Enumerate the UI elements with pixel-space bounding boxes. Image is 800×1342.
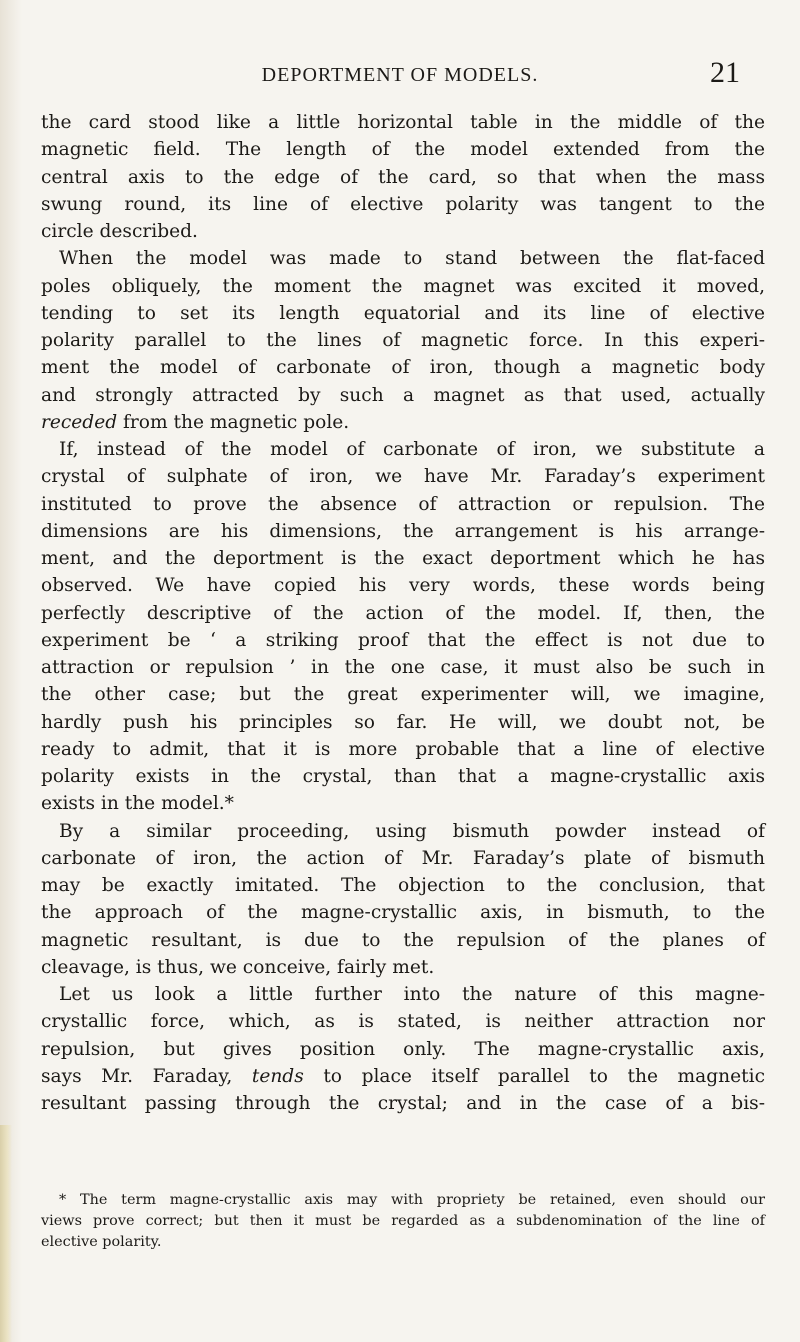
body-line: central axis to the edge of the card, so that when the mass — [41, 166, 765, 188]
footnote — [41, 1190, 765, 1253]
body-line: may be exactly imitated. The objection to the conclusion, that — [41, 875, 765, 896]
body-line: crystallic force, which, as is stated, is neither attraction nor — [41, 1011, 765, 1033]
body-line — [41, 409, 765, 436]
body-line: and strongly attracted by such a magnet as that used, actually — [41, 384, 765, 406]
body-text — [41, 109, 765, 1117]
body-line: polarity exists in the crystal, than that a magne-crystallic axis — [41, 766, 765, 787]
body-line-text: to place itself parallel to the magnetic — [303, 1065, 765, 1087]
body-line: exists in the model.* — [41, 793, 234, 815]
body-line-text: from the magnetic pole. — [117, 411, 350, 433]
body-line-emphasis: receded — [41, 411, 118, 433]
body-line-emphasis: tends — [251, 1065, 304, 1087]
body-line: ment the model of carbonate of iron, though a magnetic body — [41, 357, 765, 379]
body-line: cleavage, is thus, we conceive, fairly met. — [41, 956, 435, 978]
running-head: DEPORTMENT OF MODELS. — [261, 64, 539, 86]
body-line: hardly push his principles so far. He will, we doubt not, be — [41, 711, 765, 733]
body-line: By a similar proceeding, using bismuth powder instead of — [59, 820, 765, 842]
body-line: polarity parallel to the lines of magnetic force. In this experi- — [41, 330, 765, 351]
body-line: the card stood like a little horizontal table in the middle of the — [41, 112, 765, 133]
body-line: carbonate of iron, the action of Mr. Faraday’s plate of bismuth — [41, 847, 765, 869]
body-line: the approach of the magne-crystallic axis, in bismuth, to the — [41, 902, 765, 924]
footnote-line: * The term magne-crystallic axis may with propriety be retained, even should our — [59, 1192, 765, 1208]
page-number: 21 — [710, 56, 740, 89]
body-line: instituted to prove the absence of attraction or repulsion. The — [41, 493, 765, 515]
body-line: When the model was made to stand between the flat-faced — [59, 248, 765, 270]
body-line: the other case; but the great experimenter will, we imagine, — [41, 684, 765, 706]
body-line-text: says Mr. Faraday, — [41, 1065, 252, 1087]
body-line: ment, and the deportment is the exact deportment which he has — [41, 548, 765, 569]
body-line — [41, 1063, 765, 1090]
body-line: repulsion, but gives position only. The magne-crystallic axis, — [41, 1038, 765, 1060]
body-line: perfectly descriptive of the action of the model. If, then, the — [41, 602, 765, 624]
body-line: Let us look a little further into the nature of this magne- — [59, 984, 765, 1005]
body-line: ready to admit, that it is more probable that a line of elective — [41, 738, 765, 760]
body-line: dimensions are his dimensions, the arrangement is his arrange- — [41, 520, 765, 542]
body-line: tending to set its length equatorial and its line of elective — [41, 302, 765, 324]
body-line: crystal of sulphate of iron, we have Mr. Faraday’s experiment — [41, 466, 765, 488]
footnote-line: views prove correct; but then it must be regarded as a subdenomination of the line of — [41, 1213, 765, 1229]
body-line: attraction or repulsion ’ in the one case, it must also be such in — [41, 657, 765, 678]
body-line: magnetic resultant, is due to the repulsion of the planes of — [41, 929, 765, 951]
body-line: experiment be ‘ a striking proof that the effect is not due to — [41, 629, 765, 651]
body-line: If, instead of the model of carbonate of iron, we substitute a — [59, 439, 765, 460]
body-line: observed. We have copied his very words, these words being — [41, 575, 765, 597]
body-line: resultant passing through the crystal; and in the case of a bis- — [41, 1093, 765, 1114]
footnote-line: elective polarity. — [41, 1234, 162, 1250]
body-line: circle described. — [41, 221, 198, 242]
body-line: magnetic field. The length of the model extended from the — [41, 139, 765, 161]
binding-stain — [0, 1125, 12, 1342]
body-line: poles obliquely, the moment the magnet was excited it moved, — [41, 275, 765, 297]
body-line: swung round, its line of elective polarity was tangent to the — [41, 193, 765, 215]
